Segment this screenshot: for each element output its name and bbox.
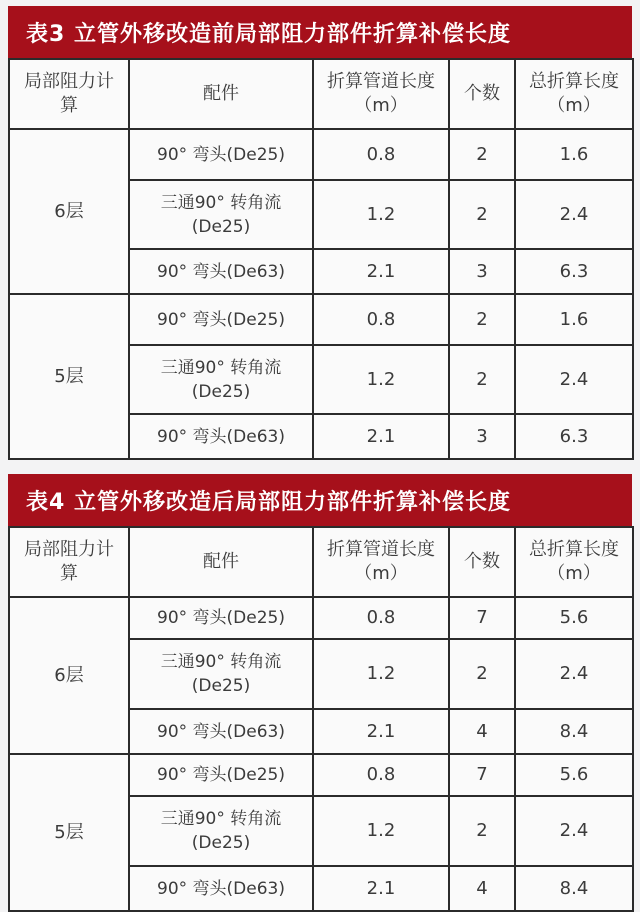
- length-cell: 2.1: [313, 249, 449, 294]
- total-cell: 2.4: [515, 180, 633, 249]
- header-total: 总折算长度（m）: [515, 59, 633, 129]
- table-title: 表3 立管外移改造前局部阻力部件折算补偿长度: [8, 6, 632, 58]
- header-fitting: 配件: [129, 59, 313, 129]
- header-row: [9, 527, 633, 597]
- length-cell: 0.8: [313, 129, 449, 180]
- count-cell: 3: [449, 414, 515, 459]
- header-count: 个数: [449, 527, 515, 597]
- group-label: 5层: [9, 754, 129, 911]
- header-count: 个数: [449, 59, 515, 129]
- length-cell: 1.2: [313, 639, 449, 709]
- length-cell: 2.1: [313, 866, 449, 911]
- length-cell: 1.2: [313, 345, 449, 414]
- header-fitting: 配件: [129, 527, 313, 597]
- count-cell: 3: [449, 249, 515, 294]
- fitting-cell: 90° 弯头(De25): [129, 754, 313, 796]
- header-length: 折算管道长度（m）: [313, 59, 449, 129]
- total-cell: 2.4: [515, 345, 633, 414]
- total-cell: 2.4: [515, 796, 633, 866]
- fitting-cell: 90° 弯头(De25): [129, 294, 313, 345]
- count-cell: 7: [449, 597, 515, 639]
- count-cell: 2: [449, 796, 515, 866]
- fitting-cell: 三通90° 转角流(De25): [129, 639, 313, 709]
- count-cell: 2: [449, 294, 515, 345]
- total-cell: 8.4: [515, 709, 633, 754]
- table-3: [8, 6, 632, 460]
- header-row: [9, 59, 633, 129]
- group-label: 6层: [9, 129, 129, 294]
- fitting-cell: 90° 弯头(De63): [129, 414, 313, 459]
- count-cell: 4: [449, 866, 515, 911]
- total-cell: 1.6: [515, 294, 633, 345]
- length-cell: 2.1: [313, 709, 449, 754]
- length-cell: 0.8: [313, 597, 449, 639]
- length-cell: 1.2: [313, 180, 449, 249]
- fitting-cell: 三通90° 转角流(De25): [129, 180, 313, 249]
- total-cell: 8.4: [515, 866, 633, 911]
- length-cell: 2.1: [313, 414, 449, 459]
- table-4: [8, 474, 632, 912]
- total-cell: 1.6: [515, 129, 633, 180]
- header-group: 局部阻力计算: [9, 59, 129, 129]
- header-group: 局部阻力计算: [9, 527, 129, 597]
- group-label: 5层: [9, 294, 129, 459]
- count-cell: 2: [449, 345, 515, 414]
- table-row: [9, 129, 633, 180]
- table-row: [9, 597, 633, 639]
- fitting-cell: 三通90° 转角流(De25): [129, 796, 313, 866]
- total-cell: 6.3: [515, 249, 633, 294]
- fitting-cell: 90° 弯头(De63): [129, 866, 313, 911]
- table-title: 表4 立管外移改造后局部阻力部件折算补偿长度: [8, 474, 632, 526]
- length-cell: 0.8: [313, 294, 449, 345]
- header-total: 总折算长度（m）: [515, 527, 633, 597]
- fitting-cell: 90° 弯头(De25): [129, 129, 313, 180]
- count-cell: 2: [449, 129, 515, 180]
- total-cell: 5.6: [515, 754, 633, 796]
- total-cell: 6.3: [515, 414, 633, 459]
- count-cell: 2: [449, 180, 515, 249]
- fitting-cell: 三通90° 转角流(De25): [129, 345, 313, 414]
- fitting-cell: 90° 弯头(De25): [129, 597, 313, 639]
- fitting-cell: 90° 弯头(De63): [129, 709, 313, 754]
- data-table: [8, 58, 634, 460]
- table-row: [9, 294, 633, 345]
- data-table: [8, 526, 634, 912]
- length-cell: 0.8: [313, 754, 449, 796]
- total-cell: 5.6: [515, 597, 633, 639]
- header-length: 折算管道长度（m）: [313, 527, 449, 597]
- fitting-cell: 90° 弯头(De63): [129, 249, 313, 294]
- count-cell: 4: [449, 709, 515, 754]
- count-cell: 2: [449, 639, 515, 709]
- group-label: 6层: [9, 597, 129, 754]
- total-cell: 2.4: [515, 639, 633, 709]
- count-cell: 7: [449, 754, 515, 796]
- table-row: [9, 754, 633, 796]
- length-cell: 1.2: [313, 796, 449, 866]
